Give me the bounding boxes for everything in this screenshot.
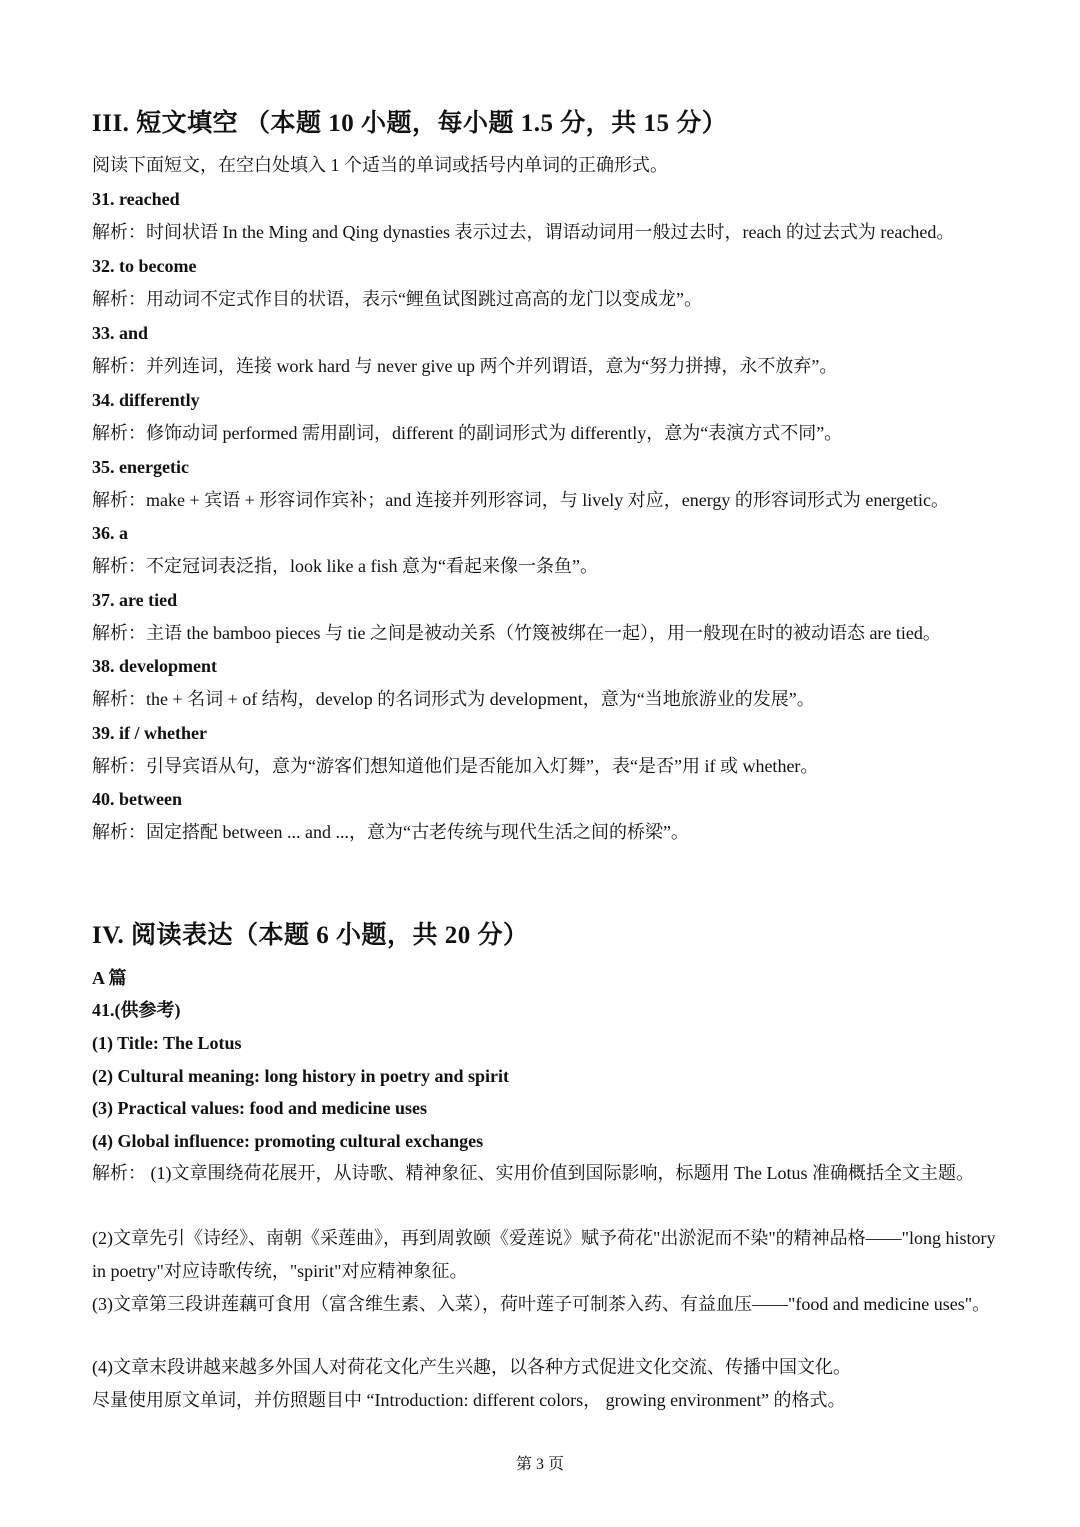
section-3-title: III. 短文填空 （本题 10 小题，每小题 1.5 分，共 15 分） — [92, 110, 728, 137]
answer-41-3: (3) Practical values: food and medicine uses — [92, 1098, 427, 1118]
section-4-title: IV. 阅读表达（本题 6 小题，共 20 分） — [92, 922, 529, 949]
answer-31: 31. reached — [92, 189, 180, 209]
answer-39: 39. if / whether — [92, 723, 207, 743]
explanation-35: 解析：make + 宾语 + 形容词作宾补；and 连接并列形容词，与 lively 对应，energy 的形容词形式为 energetic。 — [92, 490, 950, 510]
answer-36: 36. a — [92, 523, 128, 543]
part-label: A 篇 — [92, 968, 127, 988]
explanation-41-2: (2)文章先引《诗经》、南朝《采莲曲》，再到周敦颐《爱莲说》赋予荷花"出淤泥而不染"的精神品格——"long history in poetry"对应诗歌传统，"spirit"对应精神象征。 — [92, 1228, 996, 1281]
section-3-instruction: 阅读下面短文，在空白处填入 1 个适当的单词或括号内单词的正确形式。 — [92, 155, 668, 175]
explanation-41-3: (3)文章第三段讲莲藕可食用（富含维生素、入菜），荷叶莲子可制茶入药、有益血压——"food and medicine uses"。 — [92, 1294, 991, 1314]
answer-41-4: (4) Global influence: promoting cultural exchanges — [92, 1131, 484, 1151]
question-41-label: 41.(供参考) — [92, 1000, 181, 1020]
answer-35: 35. energetic — [92, 457, 189, 477]
explanation-41-4: (4)文章末段讲越来越多外国人对荷花文化产生兴趣，以各种方式促进文化交流、传播中国文化。 — [92, 1357, 851, 1377]
explanation-31: 解析：时间状语 In the Ming and Qing dynasties 表示过去，谓语动词用一般过去时，reach 的过去式为 reached。 — [92, 222, 955, 242]
explanation-34: 解析：修饰动词 performed 需用副词，different 的副词形式为 differently，意为“表演方式不同”。 — [92, 423, 843, 443]
answer-38: 38. development — [92, 656, 217, 676]
explanation-39: 解析：引导宾语从句，意为“游客们想知道他们是否能加入灯舞”，表“是否”用 if 或 whether。 — [92, 756, 819, 776]
explanation-40: 解析：固定搭配 between ... and ...，意为“古老传统与现代生活之间的桥梁”。 — [92, 822, 689, 842]
page-number: 第 3 页 — [515, 1456, 564, 1473]
answer-34: 34. differently — [92, 390, 200, 410]
answer-37: 37. are tied — [92, 590, 178, 610]
answer-41-2: (2) Cultural meaning: long history in poetry and spirit — [92, 1066, 510, 1086]
explanation-33: 解析：并列连词，连接 work hard 与 never give up 两个并列谓语，意为“努力拼搏，永不放弃”。 — [92, 356, 838, 376]
answer-33: 33. and — [92, 323, 149, 343]
answer-41-1: (1) Title: The Lotus — [92, 1033, 242, 1053]
explanation-32: 解析：用动词不定式作目的状语，表示“鲤鱼试图跳过高高的龙门以变成龙”。 — [92, 289, 702, 309]
explanation-36: 解析：不定冠词表泛指，look like a fish 意为“看起来像一条鱼”。 — [92, 556, 598, 576]
explanation-37: 解析：主语 the bamboo pieces 与 tie 之间是被动关系（竹篾被绑在一起），用一般现在时的被动语态 are tied。 — [92, 623, 941, 643]
explanation-38: 解析：the + 名词 + of 结构，develop 的名词形式为 development，意为“当地旅游业的发展”。 — [92, 689, 815, 709]
answer-40: 40. between — [92, 789, 182, 809]
explanation-41-5: 尽量使用原文单词，并仿照题目中 “Introduction: different colors， growing environment” 的格式。 — [92, 1390, 846, 1410]
answer-32: 32. to become — [92, 256, 197, 276]
explanation-41-1: 解析： (1)文章围绕荷花展开，从诗歌、精神象征、实用价值到国际影响，标题用 The Lotus 准确概括全文主题。 — [92, 1163, 974, 1183]
